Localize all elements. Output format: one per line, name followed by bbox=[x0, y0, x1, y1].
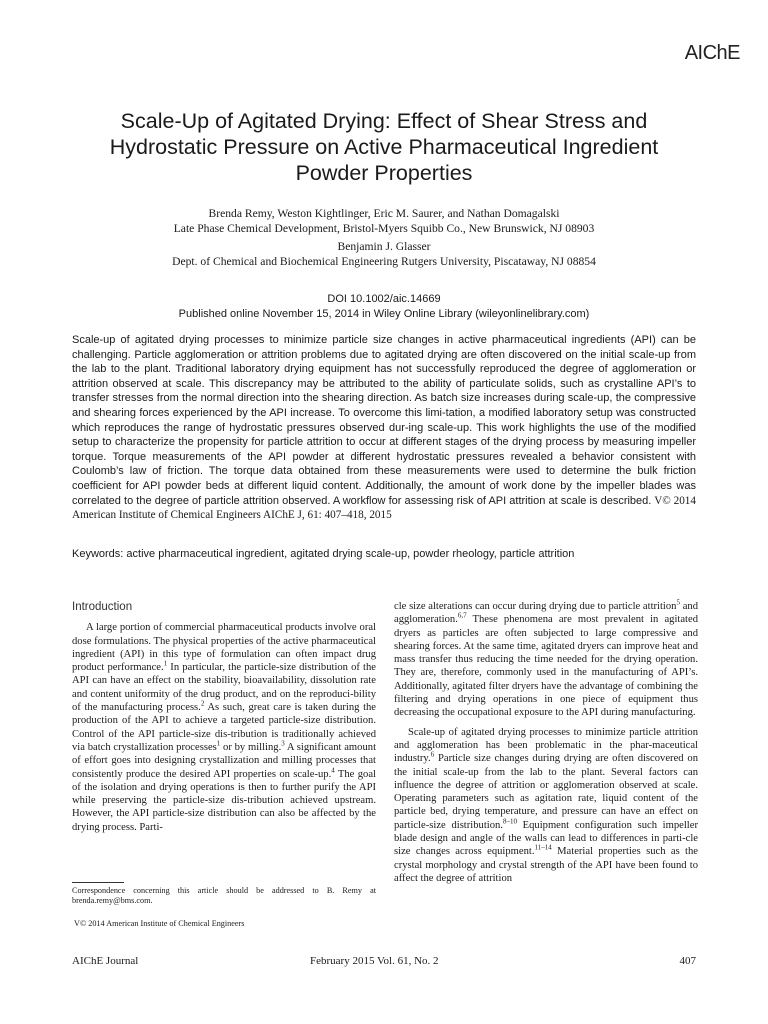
affiliation: Late Phase Chemical Development, Bristol-Myers Squibb Co., New Brunswick, NJ 08903 bbox=[173, 222, 595, 235]
copyright-footnote: V© 2014 American Institute of Chemical Engineers bbox=[72, 919, 245, 928]
citation[interactable]: 4 bbox=[331, 766, 335, 775]
citation[interactable]: 6 bbox=[430, 750, 435, 759]
author-names: Brenda Remy, Weston Kightlinger, Eric M. Saurer, and Nathan Domagalski bbox=[208, 207, 560, 220]
author-names: Benjamin J. Glasser bbox=[337, 240, 431, 253]
footnote-divider bbox=[72, 882, 124, 883]
title-line: Hydrostatic Pressure on Active Pharmaceutical Ingredient bbox=[109, 135, 659, 159]
author-block-2 bbox=[60, 239, 708, 269]
body-paragraph: A large portion of commercial pharmaceutical products involve oral dose formulations. The physical properties of the active pharmaceutical ingredient (API) in this type of formulation can often impact drug product performance.$^1$ In particular, the particle-size distribution of the API can have an effect on the stability, bioavailability, dissolution rate and content uniformity of the drug product, and on the reproduci-bility of the manufacturing process.$^2$ As such, great care is taken during the production of the API to achieve a targeted particle-size distribution. Control of the API particle-size dis-tribution is traditionally achieved via batch crystallization processes$^1$ or by milling.$^3$ A significant amount of effort goes into designing crystallization and milling processes that consistently produce the desired API properties on scale-up.$^4$ The goal of the isolation and drying operations is then to further purify the API while preserving the particle-size dis-tribution achieved upstream. However, the API particle-size distribution can also be affected by the drying process. Parti- bbox=[72, 622, 377, 833]
publication-info bbox=[60, 292, 708, 322]
body-paragraph: cle size alterations can occur during drying due to particle attrition$^5$ and agglomeration.$^{6,7}$ These phenomena are most prevalent in agitated dryers as particles are often subjected to large compressive and shearing forces. At the same time, agitated dryers can improve heat and mass transfer thus reducing the time needed for the drying operation. They are, therefore, commonly used in the manufacturing of API’s. Additionally, agitated filter dryers have the advantage of combining the filtering and drying operations in one piece of equipment thus decreasing the occupational exposure to the API during manufacturing. bbox=[394, 598, 698, 719]
article-title bbox=[60, 108, 708, 186]
left-column bbox=[72, 596, 376, 840]
title-line: Powder Properties bbox=[295, 161, 473, 185]
citation[interactable]: 8–10 bbox=[502, 817, 517, 826]
page-number: 407 bbox=[679, 955, 696, 967]
author-block-1 bbox=[60, 206, 708, 236]
citation[interactable]: 11–14 bbox=[534, 843, 552, 852]
citation[interactable]: 1 bbox=[163, 659, 168, 668]
citation[interactable]: 2 bbox=[200, 699, 205, 708]
correspondence-footnote: Correspondence concerning this article should be addressed to B. Remy at brenda.remy@bms.com. bbox=[72, 886, 376, 905]
title-line: Scale-Up of Agitated Drying: Effect of Shear Stress and bbox=[120, 109, 648, 133]
citation[interactable]: 1 bbox=[216, 739, 221, 748]
published-online: Published online November 15, 2014 in Wiley Online Library (wileyonlinelibrary.com) bbox=[178, 308, 590, 320]
abstract bbox=[72, 333, 696, 523]
journal-logo: AIChE bbox=[684, 42, 740, 64]
footer-journal: AIChE Journal bbox=[72, 955, 139, 967]
body-paragraph: Scale-up of agitated drying processes to minimize particle attrition and agglomeration has been problematic in the phar-maceutical industry.$^6$ Particle size changes during drying are often discovered on the initial scale-up from the lab to the plant. Several factors can influence the degree of attrition or agglomeration observed at scale. Operating parameters such as agitation rate, liquid content of the particle bed, drying temperature, and pressure can have an effect on particle-size distribution.$^{8-10}$ Equipment configuration such impeller blade design and angle of the walls can lead to differences in parti-cle size changes across equipment.$^{11-14}$ Material properties such as the crystal morphology and crystal strength of the API have been found to affect the degree of attrition bbox=[394, 726, 698, 884]
doi[interactable]: DOI 10.1002/aic.14669 bbox=[327, 293, 441, 305]
abstract-text: Scale-up of agitated drying processes to minimize particle size changes in active pharmaceutical ingredients (API) can be challenging. Particle agglomeration or attrition problems due to agitated drying are often discovered on the initial scale-up from the lab to the plant. Traditional laboratory drying equipment has not successfully reproduced the degree of agglomeration or attrition observed at scale. This discrepancy may be attributed to the ability of particulate solids, such as crystalline API’s to transfer stresses from the normal direction into the shearing direction. As batch size increases during scale-up, the compressive and shearing forces experienced by the API increase. To overcome this limi-tation, a modified laboratory setup was constructed which reproduces the range of hydrostatic pressures observed dur-ing scale-up. This work highlights the use of the modified setup to characterize the propensity for particle attrition to occur at different stages of the drying process by measuring impeller torque. Torque measurements of the API powder at different hydrostatic pressures revealed a behavior consistent with Coulomb’s law of friction. The torque data obtained from these measurements were used to determine the bulk friction coefficient for API powder beds at different liquid content. Additionally, the amount of work done by the impeller blades was correlated to the degree of particle attrition observed. A workflow for assessing risk of API attrition at scale is described. bbox=[72, 334, 696, 507]
keywords: Keywords: active pharmaceutical ingredient, agitated drying scale-up, powder rheology, particle attrition bbox=[72, 548, 575, 560]
citation[interactable]: 5 bbox=[676, 598, 680, 607]
section-heading: Introduction bbox=[72, 601, 133, 613]
page-footer bbox=[72, 955, 696, 969]
abstract-copyright: V© 2014 American Institute of Chemical Engineers AIChE J, 61: 407–418, 2015 bbox=[72, 494, 696, 522]
affiliation: Dept. of Chemical and Biochemical Engineering Rutgers University, Piscataway, NJ 08854 bbox=[172, 255, 596, 268]
footer-issue: February 2015 Vol. 61, No. 2 bbox=[310, 955, 439, 967]
citation[interactable]: 6,7 bbox=[457, 611, 467, 620]
citation[interactable]: 3 bbox=[281, 739, 285, 748]
right-column bbox=[394, 600, 698, 891]
